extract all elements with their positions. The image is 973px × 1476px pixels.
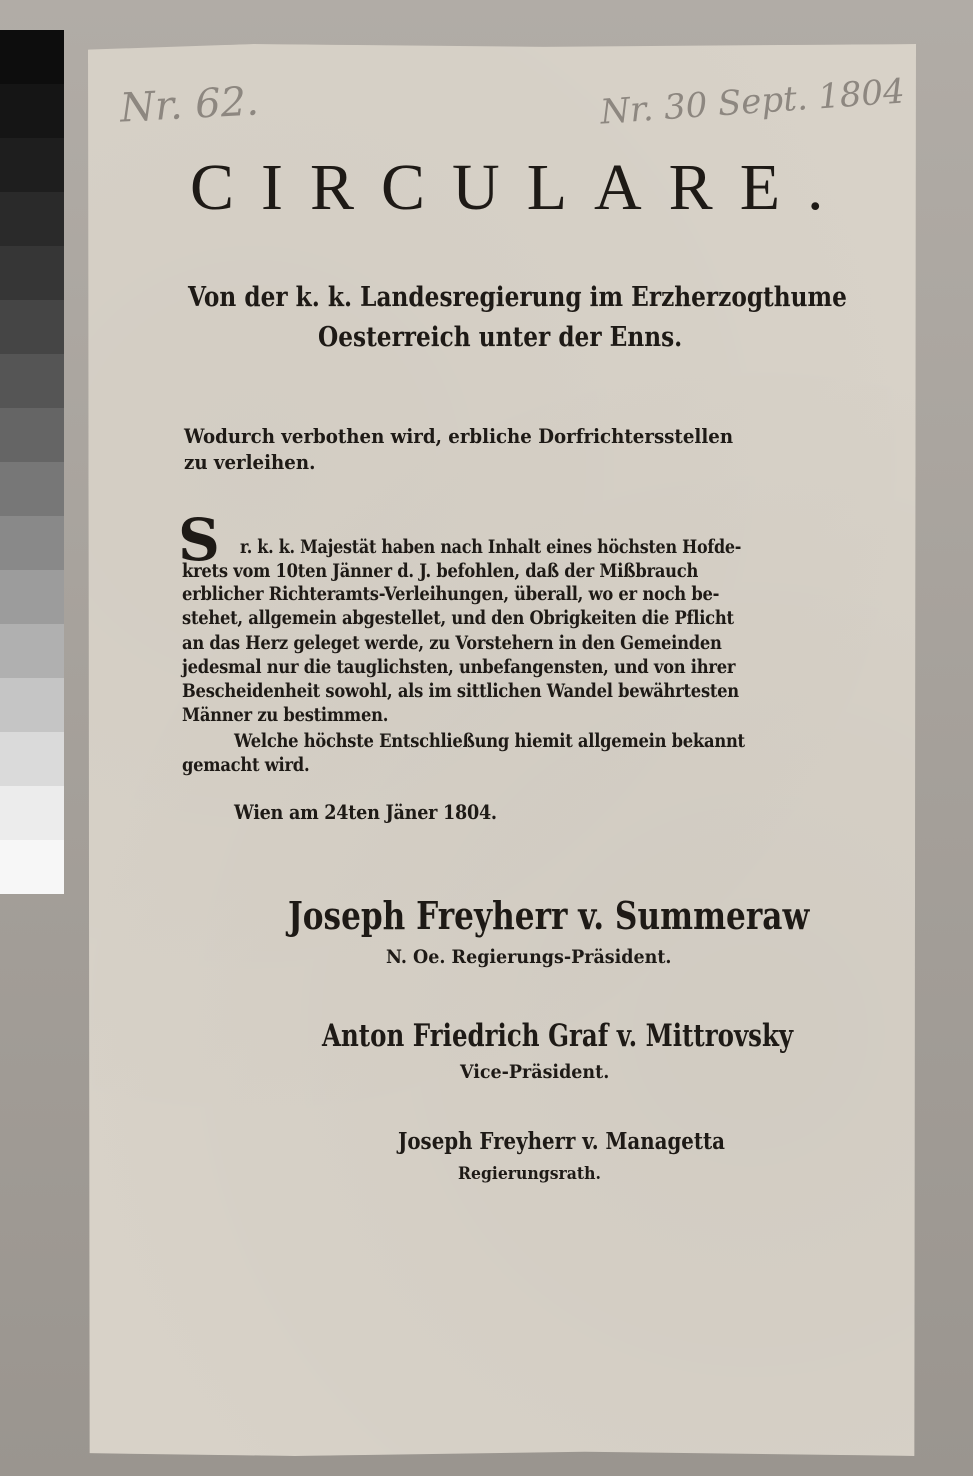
signer-1-title: N. Oe. Regierungs-Präsident. (386, 946, 672, 968)
signer-1-name: Joseph Freyherr v. Summeraw (288, 893, 810, 938)
body-line: an das Herz geleget werde, zu Vorstehern in den Gemeinden (182, 632, 722, 654)
pencil-note-left: Nr. 62. (118, 78, 260, 132)
body-line: Männer zu bestimmen. (182, 704, 389, 726)
body-line: Bescheidenheit sowohl, als im sittlichen Wandel bewährtesten (182, 680, 739, 702)
pencil-note-right: Nr. 30 Sept. 1804 (598, 71, 906, 133)
body-line: stehet, allgemein abgestellet, und den Obrigkeiten die Pflicht (182, 607, 734, 629)
signer-3-title: Regierungsrath. (458, 1164, 601, 1184)
body-line: Welche höchste Entschließung hiemit allgemein bekannt (234, 730, 745, 752)
signer-2-title: Vice-Präsident. (460, 1061, 610, 1083)
body-line: jedesmal nur die tauglichsten, unbefangensten, und von ihrer (182, 656, 736, 678)
body-line: erblicher Richteramts-Verleihungen, überall, wo er noch be- (182, 583, 720, 605)
date-place: Wien am 24ten Jäner 1804. (234, 800, 497, 824)
signer-3-name: Joseph Freyherr v. Managetta (398, 1128, 725, 1155)
subject-line-2: zu verleihen. (184, 450, 316, 474)
body-line: krets vom 10ten Jänner d. J. befohlen, daß der Mißbrauch (182, 560, 699, 582)
signer-2-name: Anton Friedrich Graf v. Mittrovsky (322, 1018, 794, 1054)
body-line: gemacht wird. (182, 754, 310, 776)
body-dropcap: S (178, 506, 220, 574)
document-title: CIRCULARE. (190, 151, 851, 224)
issuer-line-1: Von der k. k. Landesregierung im Erzherzogthume (188, 282, 847, 313)
color-calibration-strip (0, 30, 64, 894)
issuer-line-2: Oesterreich unter der Enns. (318, 322, 683, 353)
body-line: r. k. k. Majestät haben nach Inhalt eines höchsten Hofde- (240, 536, 742, 558)
subject-line-1: Wodurch verbothen wird, erbliche Dorfrichtersstellen (184, 424, 734, 448)
